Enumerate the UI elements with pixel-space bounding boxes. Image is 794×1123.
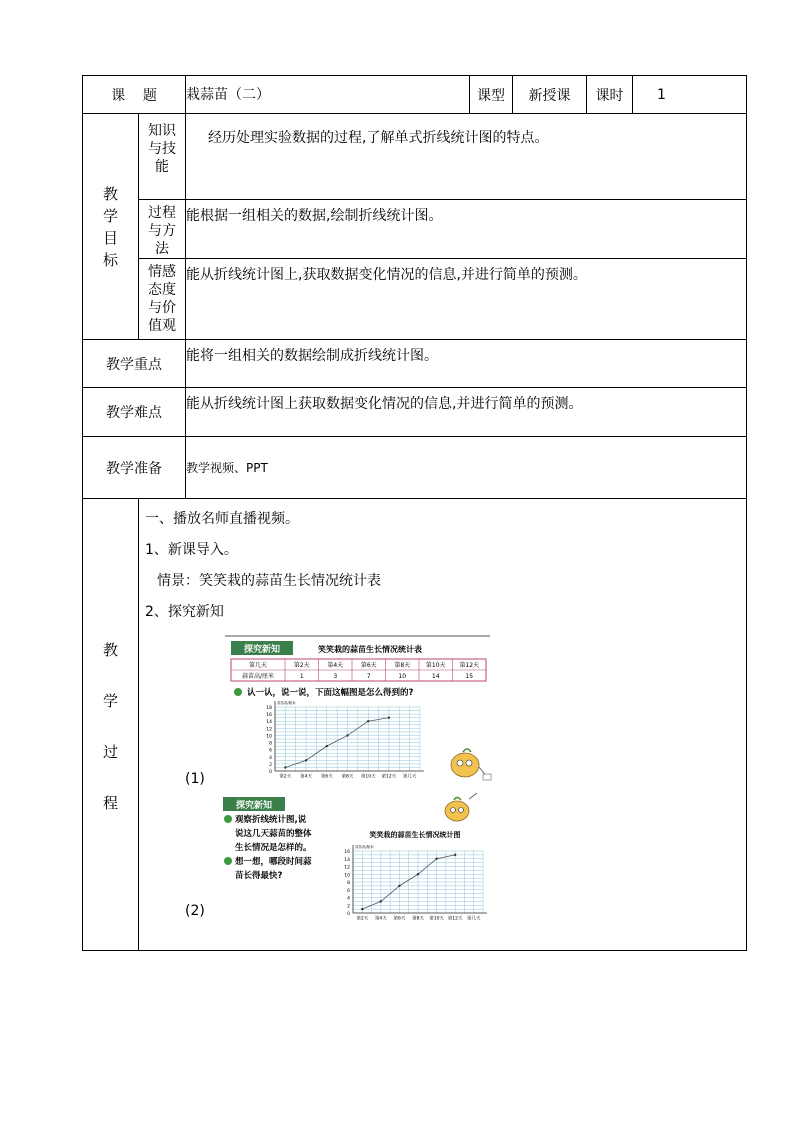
x-tick-label: 第12天: [447, 916, 463, 922]
y-tick-label: 16: [344, 850, 350, 855]
process-line-1: 一、播放名师直播视频。: [145, 511, 299, 527]
goals-label-char: 标: [102, 250, 118, 269]
figure-2-badge-text: 探究新知: [235, 801, 273, 811]
x-tick-label: 第4天: [374, 916, 387, 922]
process-row: [83, 499, 747, 951]
y-tick-label: 8: [347, 881, 350, 886]
goal-label-line: 情感: [148, 264, 176, 280]
stats-table-day: 第10天: [425, 662, 446, 669]
stats-table-day: 第4天: [327, 662, 344, 669]
data-point: [398, 885, 400, 887]
figure-2-question-1: 生长情况是怎样的。: [235, 843, 312, 853]
difficulty-text: 能从折线统计图上获取数据变化情况的信息,并进行简单的预测。: [186, 388, 747, 437]
goals-label-char: 目: [102, 228, 118, 247]
figure-2-question-2: 苗长得最快?: [235, 871, 283, 881]
type-label: 课型: [470, 76, 513, 114]
process-label: [83, 499, 139, 951]
y-tick-label: 12: [344, 865, 350, 871]
data-point: [361, 908, 363, 910]
figure-2: [145, 793, 742, 943]
figure-2-chart-title: 笑笑栽的蒜苗生长情况统计图: [369, 831, 461, 839]
goal-label-process: [139, 200, 186, 259]
hours-value: 1: [633, 76, 747, 114]
difficulty-row: [83, 388, 747, 437]
process-line-4: 2、探究新知: [145, 604, 224, 620]
y-tick-label: 16: [266, 713, 272, 719]
goal-label-line: 过程: [148, 205, 176, 221]
y-tick-label: 10: [344, 873, 350, 879]
data-point: [388, 716, 390, 718]
preparation-label: 教学准备: [83, 437, 186, 499]
y-axis-label: 蒜苗高/厘米: [277, 701, 296, 705]
goal-label-line: 与价: [148, 300, 176, 316]
figure-1-table-title: 笑笑栽的蒜苗生长情况统计表: [318, 645, 422, 654]
goal-label-line: 值观: [148, 318, 176, 334]
data-point: [284, 766, 286, 768]
topic-value: 栽蒜苗（二）: [186, 76, 470, 114]
topic-label: 课 题: [83, 76, 186, 114]
process-line-3: 情景：笑笑栽的蒜苗生长情况统计表: [157, 573, 381, 589]
figure-1-caption: (1): [185, 771, 205, 787]
x-tick-label: 第8天: [412, 916, 424, 922]
goals-label-char: 学: [102, 206, 118, 225]
data-point: [417, 873, 419, 875]
stats-table-height: 3: [333, 673, 338, 680]
process-line-2: 1、新课导入。: [145, 542, 238, 558]
data-point: [380, 900, 382, 902]
x-tick-label: 第10天: [360, 774, 376, 780]
stats-table-head-day: 第几天: [248, 662, 268, 669]
y-tick-label: 14: [344, 857, 350, 863]
x-tick-label: 第12天: [381, 774, 397, 780]
stats-table-day: 第6天: [360, 662, 377, 669]
x-tick-label: 第几天: [466, 916, 481, 922]
process-label-char: 教: [102, 641, 118, 659]
header-row: [83, 76, 747, 114]
preparation-row: [83, 437, 747, 499]
bullet-icon: [224, 815, 232, 823]
figure-1-badge-text: 探究新知: [243, 645, 281, 655]
bullet-icon: [234, 688, 242, 696]
y-tick-label: 8: [269, 741, 272, 747]
goal-row-process: [83, 200, 747, 259]
y-tick-label: 14: [266, 720, 272, 726]
goal-row-emotion: [83, 259, 747, 340]
y-tick-label: 18: [266, 706, 272, 711]
goal-label-knowledge: [139, 114, 186, 200]
x-tick-label: 第2天: [356, 916, 369, 922]
figure-1: [145, 633, 742, 793]
stats-table-day: 第12天: [459, 662, 480, 669]
x-tick-label: 第6天: [320, 774, 333, 780]
y-tick-label: 2: [347, 904, 350, 910]
goal-label-line: 法: [155, 241, 169, 257]
stats-table-height: 10: [398, 673, 407, 680]
x-tick-label: 第4天: [300, 774, 313, 780]
stats-table-day: 第2天: [293, 662, 310, 669]
x-tick-label: 第8天: [341, 774, 354, 780]
bullet-icon: [224, 857, 232, 865]
figure-2-caption: (2): [185, 903, 205, 919]
stats-table-height: 1: [299, 673, 304, 680]
y-tick-label: 0: [347, 912, 350, 917]
figure-2-svg: [221, 793, 521, 938]
x-tick-label: 第10天: [429, 916, 444, 922]
difficulty-label: 教学难点: [83, 388, 186, 437]
goal-label-line: 与方: [148, 223, 176, 239]
stats-table-height: 15: [465, 673, 474, 680]
figure-1-question: 认一认，说一说，下面这幅图是怎么得到的?: [247, 688, 414, 698]
mascot-icon: [445, 793, 477, 821]
x-tick-label: 第6天: [393, 916, 406, 922]
goal-label-line: 与技: [148, 141, 176, 157]
y-tick-label: 0: [269, 770, 272, 775]
data-point: [305, 759, 307, 761]
x-tick-label: 第2天: [279, 774, 292, 780]
goal-text-process: 能根据一组相关的数据,绘制折线统计图。: [186, 200, 747, 259]
goal-text-knowledge: 经历处理实验数据的过程,了解单式折线统计图的特点。: [186, 114, 747, 200]
key-point-row: [83, 340, 747, 388]
y-tick-label: 4: [269, 755, 272, 761]
figure-2-question-1: 观察折线统计图,说: [235, 815, 307, 825]
goal-text-emotion: 能从折线统计图上,获取数据变化情况的信息,并进行简单的预测。: [186, 259, 747, 340]
hours-label: 课时: [587, 76, 633, 114]
stats-table-height: 7: [366, 673, 371, 680]
stats-table-day: 第8天: [394, 662, 411, 669]
y-axis-label: 蒜苗高/厘米: [355, 845, 374, 849]
data-point: [435, 858, 437, 860]
goals-label: [83, 114, 139, 340]
key-point-label: 教学重点: [83, 340, 186, 388]
x-tick-label: 第几天: [402, 774, 417, 780]
data-point: [367, 720, 369, 722]
y-tick-label: 6: [269, 748, 272, 754]
stats-table-head-height: 蒜苗高/厘米: [241, 673, 275, 680]
lesson-plan-table: [82, 75, 747, 951]
process-content: [139, 499, 747, 951]
figure-2-question-1: 说这几天蒜苗的整体: [235, 829, 312, 839]
y-tick-label: 2: [269, 762, 272, 768]
figure-1-svg: [225, 635, 525, 785]
key-point-text: 能将一组相关的数据绘制成折线统计图。: [186, 340, 747, 388]
y-tick-label: 6: [347, 888, 350, 894]
y-tick-label: 10: [266, 734, 272, 740]
type-value: 新授课: [513, 76, 587, 114]
goal-row-knowledge: [83, 114, 747, 200]
goal-label-line: 能: [155, 159, 169, 175]
process-label-char: 学: [102, 692, 118, 710]
data-point: [346, 734, 348, 736]
process-label-char: 过: [102, 743, 118, 761]
data-point: [454, 854, 456, 856]
goal-label-line: 知识: [148, 123, 176, 139]
mascot-icon: [451, 749, 491, 780]
process-label-char: 程: [102, 794, 118, 812]
goal-label-emotion: [139, 259, 186, 340]
goals-label-char: 教: [102, 184, 118, 203]
figure-2-question-2: 想一想，哪段时间蒜: [235, 857, 312, 867]
goal-label-line: 态度: [148, 282, 176, 298]
stats-table-height: 14: [431, 673, 440, 680]
data-point: [326, 745, 328, 747]
y-tick-label: 4: [347, 896, 350, 902]
y-tick-label: 12: [266, 727, 272, 733]
preparation-text: 教学视频、PPT: [186, 437, 747, 499]
